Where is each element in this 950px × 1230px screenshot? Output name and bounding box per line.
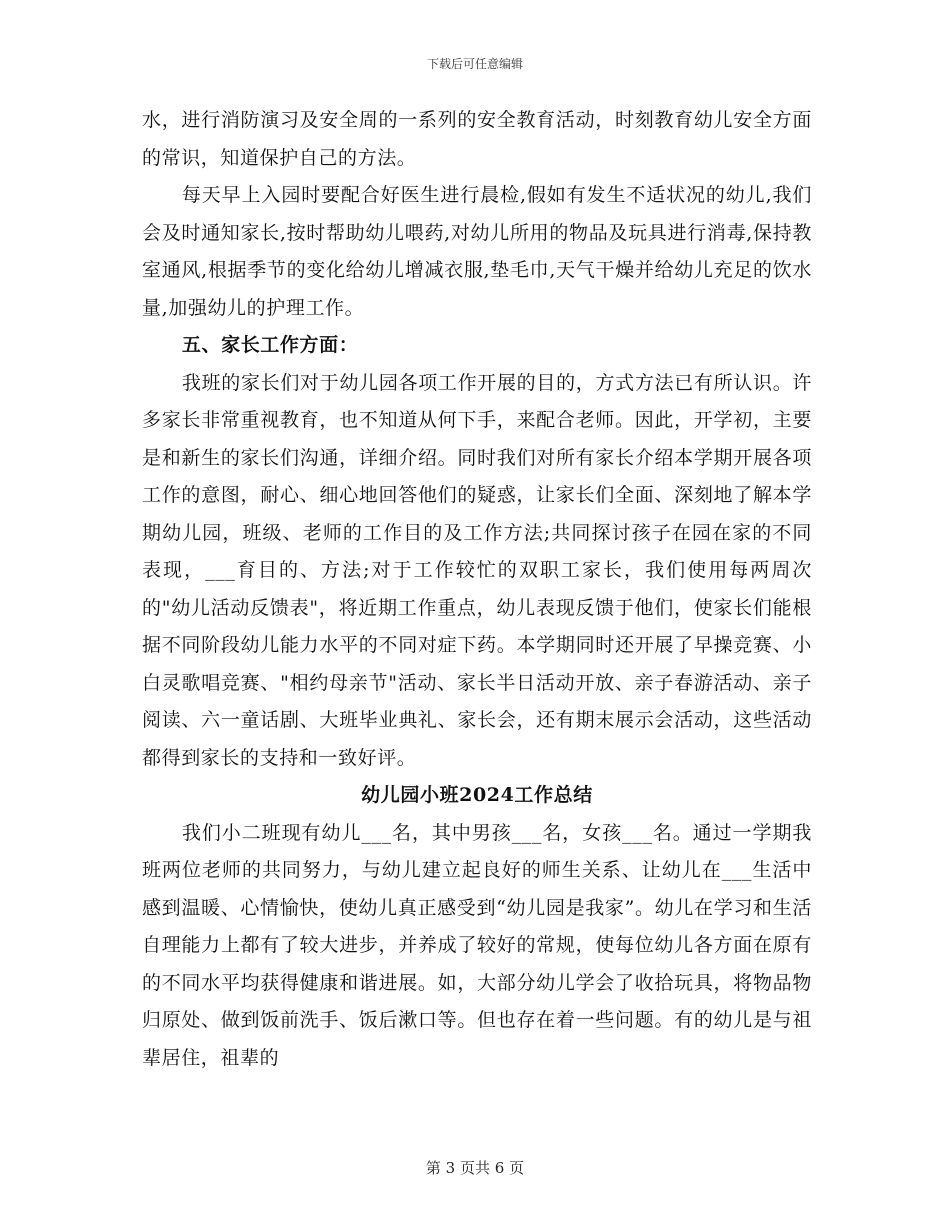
section-heading-parent-work: 五、家长工作方面： bbox=[181, 334, 359, 356]
document-title: 幼儿园小班2024工作总结 bbox=[361, 784, 593, 806]
paragraph-health-care: 每天早上入园时要配合好医生进行晨检,假如有发生不适状况的幼儿,我们会及时通知家长,按时帮助幼儿喂药,对幼儿所用的物品及玩具进行消毒,保持教室通风,根据季节的变化给幼儿增减衣服,垫毛巾,天气干燥并给幼儿充足的饮水量,加强幼儿的护理工作。 bbox=[142, 184, 812, 319]
paragraph-parent-work: 我班的家长们对于幼儿园各项工作开展的目的，方式方法已有所认识。许多家长非常重视教育，也不知道从何下手，来配合老师。因此，开学初，主要是和新生的家长们沟通，详细介绍。同时我们对所有家长介绍本学期开展各项工作的意图，耐心、细心地回答他们的疑惑，让家长们全面、深刻地了解本学期幼儿园，班级、老师的工作目的及工作方法;共同探讨孩子在园在家的不同表现，___育目的、方法;对于工作较忙的双职工家长，我们使用每两周次的"幼儿活动反馈表"，将近期工作重点，幼儿表现反馈于他们，使家长们能根据不同阶段幼儿能力水平的不同对症下药。本学期同时还开展了早操竞赛、小白灵歌唱竞赛、"相约母亲节"活动、家长半日活动开放、亲子春游活动、亲子阅读、六一童话剧、大班毕业典礼、家长会，还有期末展示会活动，这些活动都得到家长的支持和一致好评。 bbox=[142, 371, 812, 769]
page-footer: 第 3 页共 6 页 bbox=[425, 1159, 525, 1177]
paragraph-safety-continued: 水，进行消防演习及安全周的一系列的安全教育活动，时刻教育幼儿安全方面的常识，知道保护自己的方法。 bbox=[142, 109, 812, 169]
paragraph-class-summary: 我们小二班现有幼儿___名，其中男孩___名，女孩___名。通过一学期我班两位老师的共同努力，与幼儿建立起良好的师生关系、让幼儿在___生活中感到温暖、心情愉快，使幼儿真正感受到“幼儿园是我家”。幼儿在学习和生活自理能力上都有了较大进步，并养成了较好的常规，使每位幼儿各方面在原有的不同水平均获得健康和谐进展。如，大部分幼儿学会了收拾玩具，将物品物归原处、做到饭前洗手、饭后漱口等。但也存在着一些问题。有的幼儿是与祖辈居住，祖辈的 bbox=[142, 821, 812, 1069]
page-header: 下载后可任意编辑 bbox=[426, 57, 523, 71]
document-body bbox=[142, 102, 812, 1077]
